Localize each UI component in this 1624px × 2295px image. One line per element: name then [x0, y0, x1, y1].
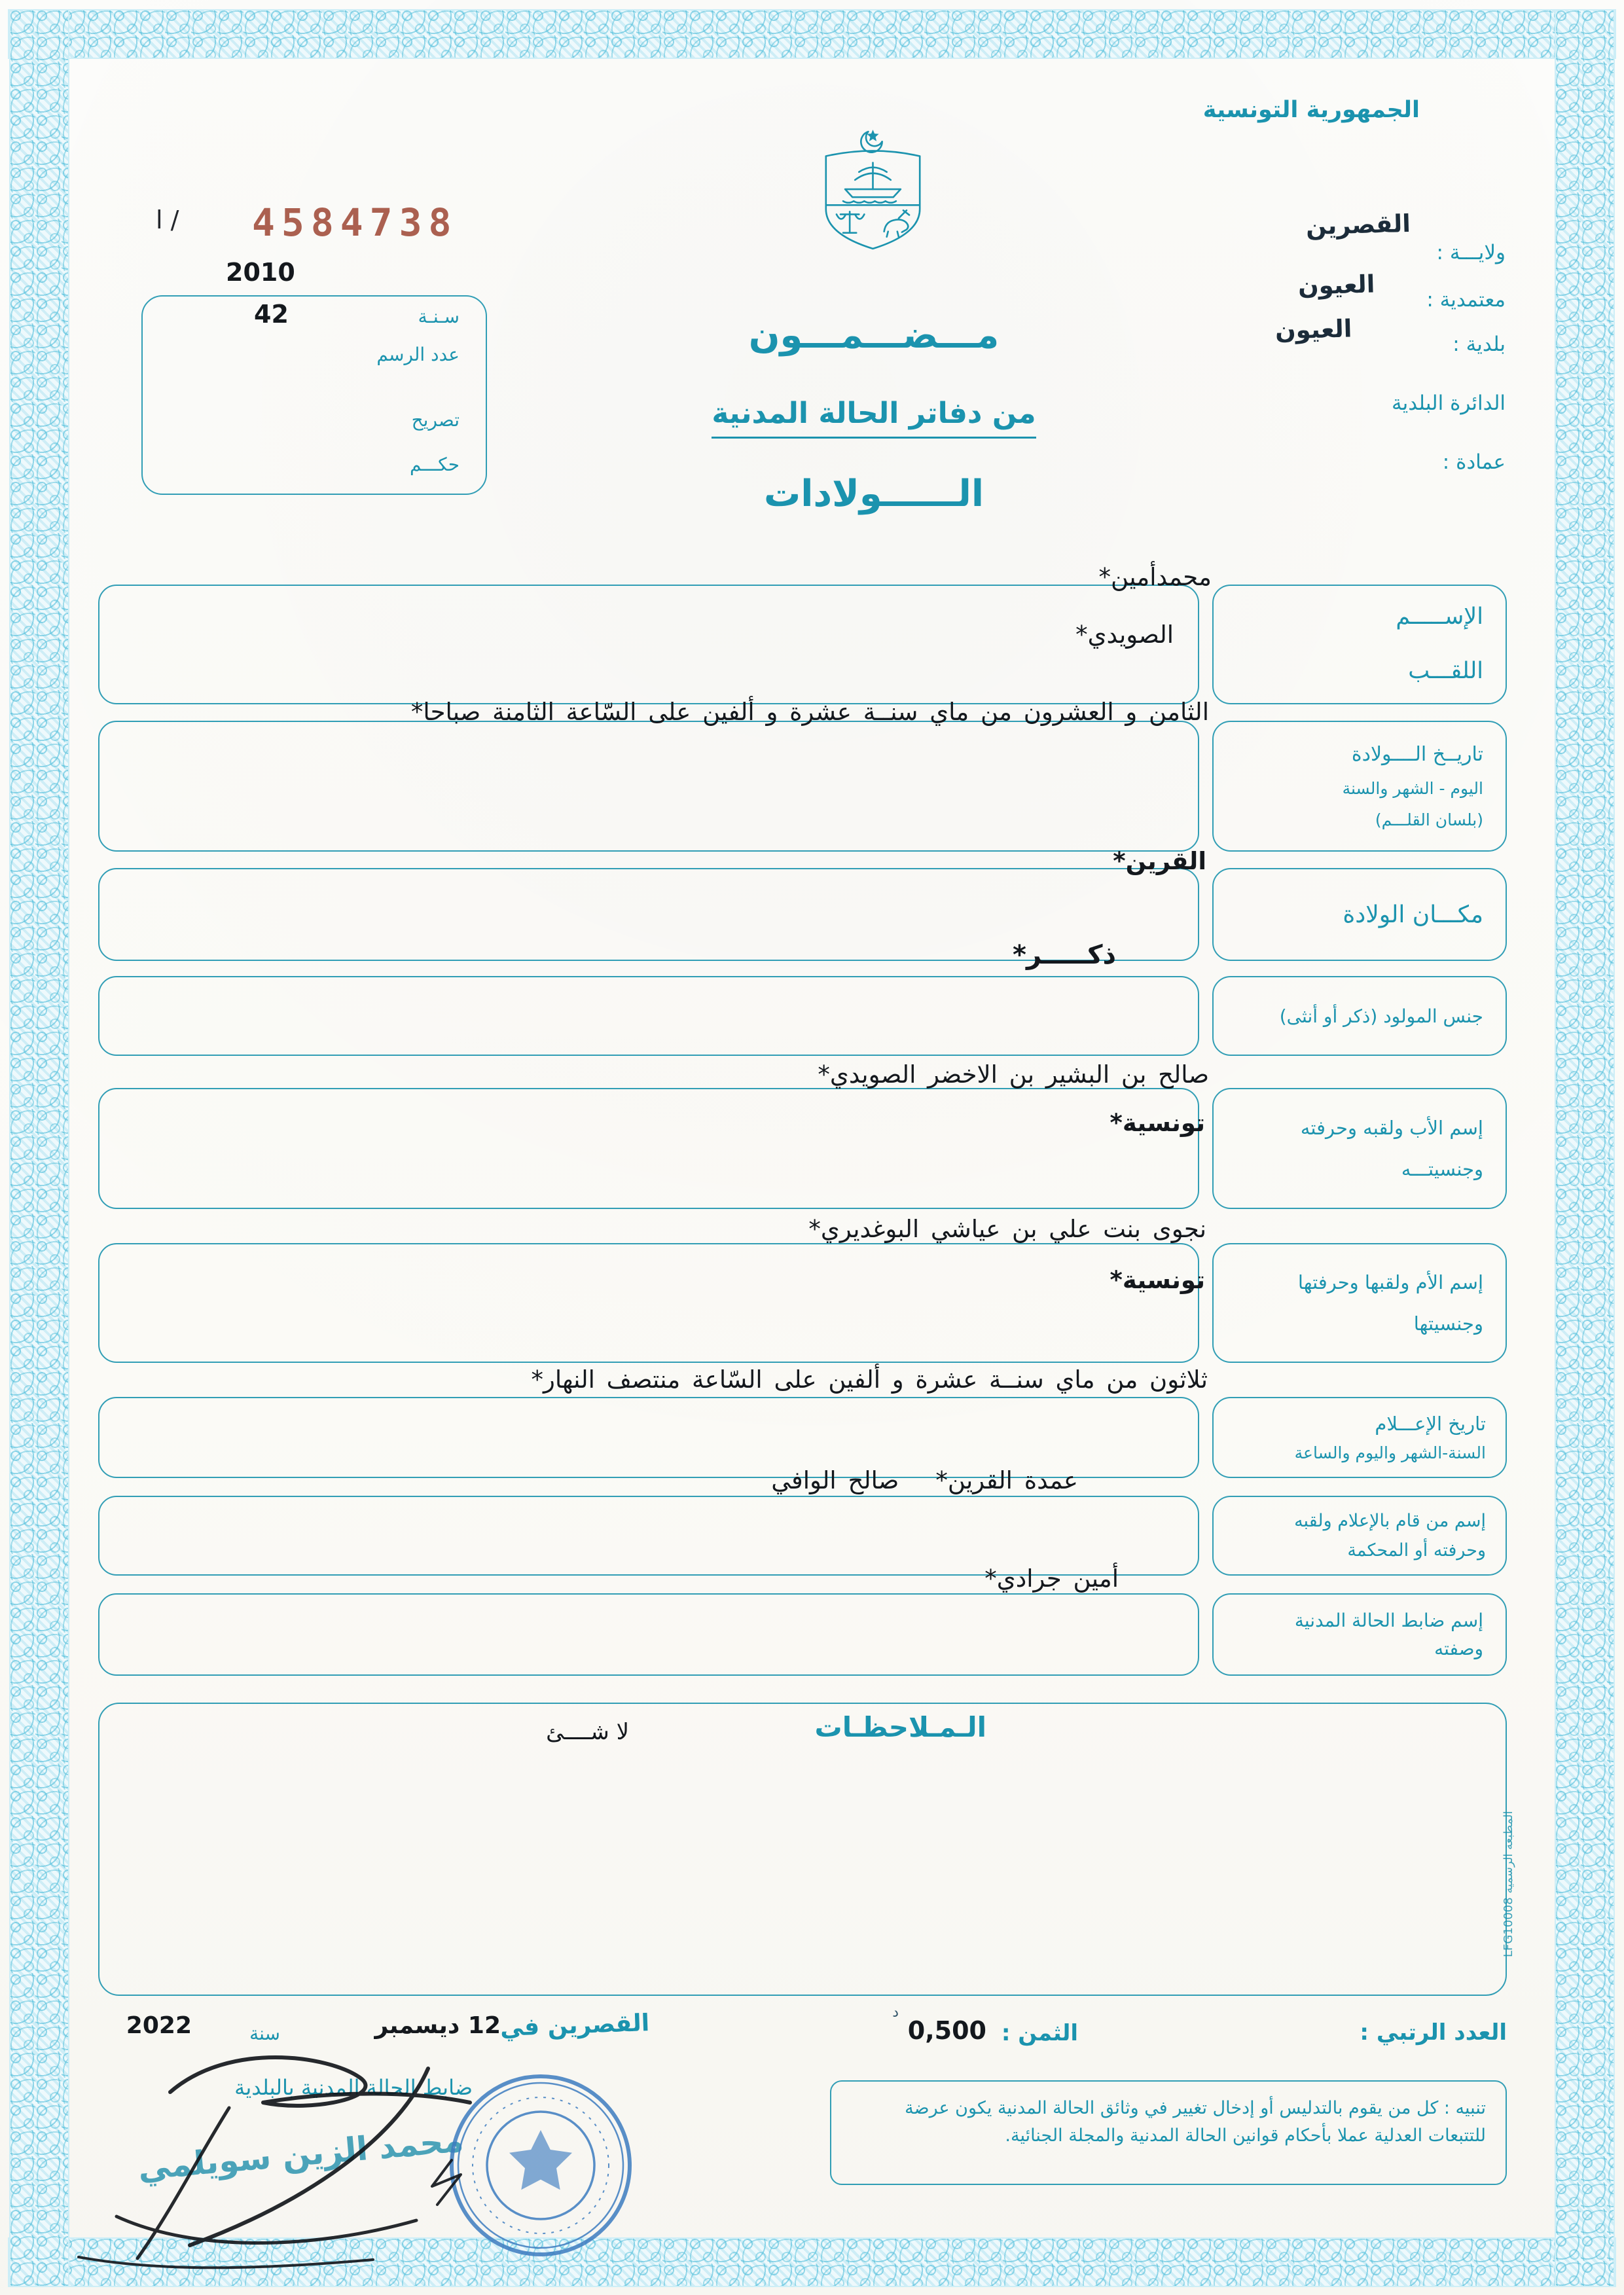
officer-value-box	[98, 1593, 1199, 1676]
father-label-box	[1212, 1088, 1507, 1209]
first-name-value: محمدأمين*	[1098, 563, 1212, 591]
record-number-label: عدد الرسم	[376, 344, 460, 365]
republic-title: الجمهورية التونسية	[1202, 97, 1420, 123]
guilloche-border-top	[8, 9, 1616, 59]
serial-handwritten-mark: ا /	[156, 206, 179, 234]
remarks-title: الـمـلاحظـات	[814, 1711, 986, 1743]
price-value: 0,500	[907, 2016, 986, 2045]
birth-place-label-box	[1212, 868, 1507, 961]
name-value-box	[98, 585, 1199, 704]
signing-officer-title: ضابط الحالة المدنية بالبلدية	[234, 2075, 473, 2100]
omda-label: عمادة :	[1442, 450, 1506, 474]
last-name-label: اللقـــب	[1408, 658, 1483, 685]
birth-date-value-box	[98, 721, 1199, 852]
father-label: إسم الأب ولقبه وحرفته	[1300, 1116, 1483, 1139]
serial-number-stamp: 4584738	[252, 200, 458, 245]
officer-label-box	[1212, 1593, 1507, 1676]
issue-year-label: سنة	[249, 2023, 280, 2044]
guilloche-border-right	[1555, 9, 1615, 2287]
officer-signature-name: محمد الزين سويلمي	[136, 2121, 465, 2188]
wilaya-value: القصرين	[1305, 209, 1411, 241]
wilaya-label: ولايـــة :	[1436, 241, 1506, 264]
officer-sublabel: وصفته	[1434, 1638, 1483, 1659]
printer-mark: المطبعة الرسمية LFG10008	[1502, 1811, 1515, 1957]
birth-place-value: القرين*	[1113, 847, 1206, 875]
judgment-label: حكـــم	[409, 454, 460, 475]
sex-label: جنس المولود (ذكر أو أنثى)	[1279, 1005, 1483, 1027]
birth-date-label-box	[1212, 721, 1507, 852]
delegation-value: العيون	[1297, 270, 1375, 300]
price-label: الثمن :	[1001, 2020, 1078, 2046]
first-name-label: الإســـــم	[1396, 604, 1483, 630]
mother-name-value: نجوى بنت علي بن عياشي البوغديري*	[808, 1215, 1206, 1243]
legal-warning-text: تنبيه : كل من يقوم بالتدليس أو إدخال تغيير في وثائق الحالة المدنية يكون عرضة للتتبعات العدلية عملا بأحكام قوانين الحالة المدنية والمجلة الجنائية.	[905, 2098, 1486, 2146]
guilloche-border-left	[9, 9, 69, 2287]
issue-day: 12 ديسمبر	[374, 2012, 501, 2039]
document-title-block	[658, 314, 1090, 515]
father-value-box	[98, 1088, 1199, 1209]
remarks-value: لا شــــئ	[546, 1719, 629, 1745]
remarks-box	[98, 1703, 1507, 1996]
notice-date-label-box	[1212, 1397, 1507, 1478]
declaration-label: تصريح	[411, 409, 460, 431]
last-name-value: الصويدي*	[1075, 621, 1174, 649]
registry-reference-box	[141, 295, 487, 495]
notice-date-sublabel: السنة-الشهر واليوم والساعة	[1294, 1443, 1486, 1462]
declarant-title: عمدة القرين*	[935, 1466, 1078, 1494]
ordinal-number-label: العدد الرتبي :	[1360, 2019, 1507, 2046]
declarant-value	[771, 1466, 1078, 1494]
legal-warning-box	[830, 2080, 1507, 2185]
father-sublabel: وجنسيتـــه	[1401, 1157, 1483, 1180]
year-label: سـنـة	[418, 306, 460, 327]
issue-place: القصرين في	[499, 2010, 650, 2042]
name-label-box	[1212, 585, 1507, 704]
officer-name-value: أمين جرادي*	[984, 1564, 1119, 1593]
title-extract: مـــضـــمـــون	[748, 314, 1000, 357]
sex-value: ذكـــــر*	[1013, 940, 1116, 970]
declarant-name: صالح الوافي	[771, 1466, 899, 1494]
mother-value-box	[98, 1243, 1199, 1363]
birth-date-sublabel2: (بلسان القلـــم)	[1375, 810, 1483, 829]
district-label: الدائرة البلدية	[1392, 391, 1506, 415]
delegation-label: معتمدية :	[1426, 288, 1506, 312]
birth-date-label: تاريــخ الــــولادة	[1351, 743, 1483, 766]
municipality-value: العيون	[1274, 314, 1352, 345]
mother-label: إسم الأم ولقبها وحرفتها	[1297, 1271, 1483, 1294]
title-civil-registers: من دفاتر الحالة المدنية	[712, 397, 1036, 439]
declarant-label-box	[1212, 1496, 1507, 1576]
sex-value-box	[98, 976, 1199, 1056]
record-number-value: 42	[254, 300, 289, 329]
father-name-value: صالح بن البشير بن الاخضر الصويدي*	[818, 1060, 1209, 1089]
declarant-sublabel: وحرفته أو المحكمة	[1347, 1540, 1486, 1561]
title-births: الــــــولادات	[763, 473, 984, 515]
birth-date-value: الثامن و العشرون من ماي سنــة عشرة و ألفين على السّاعة الثامنة صباحا*	[410, 698, 1209, 726]
officer-label: إسم ضابط الحالة المدنية	[1294, 1610, 1483, 1631]
notice-date-value: ثلاثون من ماي سنــة عشرة و ألفين على السّاعة منتصف النهار*	[531, 1365, 1208, 1394]
birth-place-label: مكـــان الولادة	[1343, 901, 1483, 928]
mother-label-box	[1212, 1243, 1507, 1363]
municipality-label: بلدية :	[1453, 333, 1506, 356]
mother-nationality-value: تونسية*	[1110, 1266, 1205, 1294]
year-value: 2010	[226, 258, 295, 287]
father-nationality-value: تونسية*	[1110, 1109, 1205, 1137]
sex-label-box	[1212, 976, 1507, 1056]
price-currency: د	[892, 2004, 899, 2021]
mother-sublabel: وجنسيتها	[1413, 1312, 1483, 1335]
notice-date-label: تاريخ الإعـــلام	[1375, 1412, 1486, 1435]
coat-of-arms-icon	[802, 122, 945, 254]
issue-year: 2022	[126, 2012, 192, 2039]
declarant-label: إسم من قام بالإعلام ولقبه	[1294, 1510, 1486, 1531]
declarant-value-box	[98, 1496, 1199, 1576]
birth-date-sublabel: اليوم - الشهر والسنة	[1342, 778, 1483, 798]
handwritten-signature-icon	[33, 2029, 687, 2288]
